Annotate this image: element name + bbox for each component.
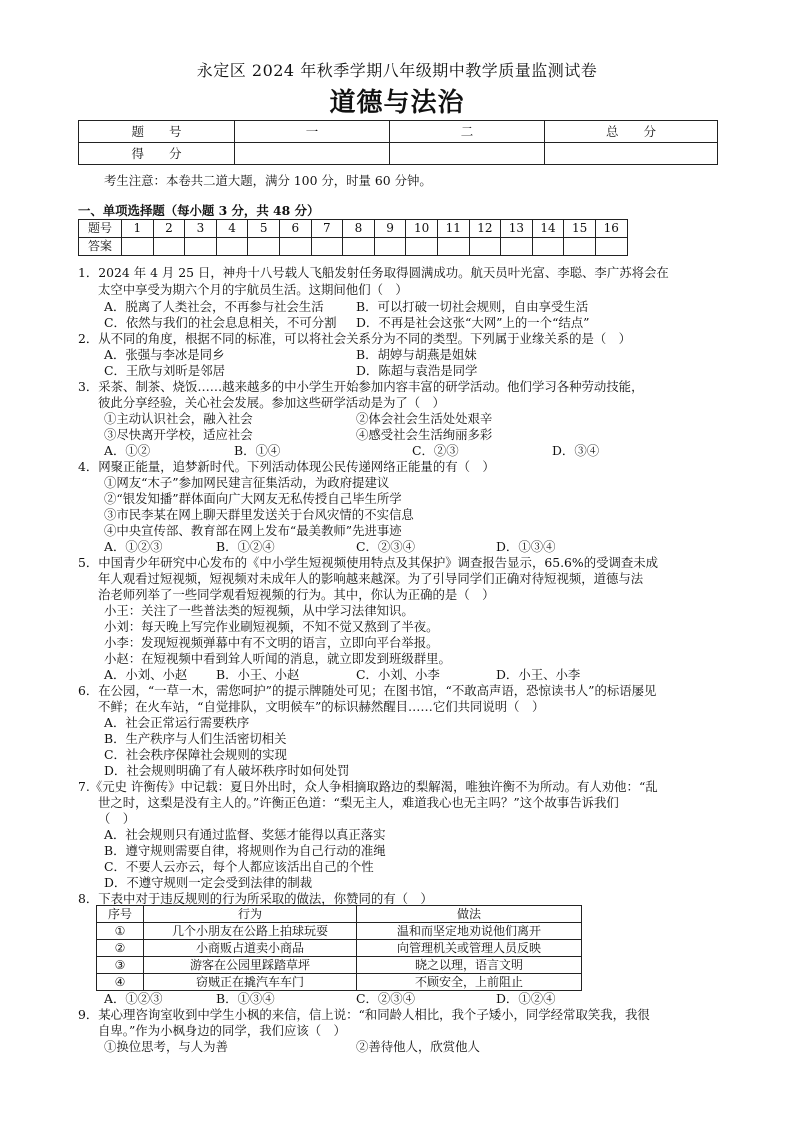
- table-cell: 小商贩占道卖小商品: [144, 940, 357, 957]
- table-cell: ②: [97, 940, 144, 957]
- table-cell: 几个小朋友在公路上拍球玩耍: [144, 923, 357, 940]
- score-table: [78, 120, 718, 165]
- option-c[interactable]: C．小刘、小李: [356, 667, 440, 682]
- answer-cell[interactable]: [437, 238, 469, 256]
- answer-cell[interactable]: [406, 238, 438, 256]
- table-row: [97, 940, 582, 957]
- table-row: [97, 923, 582, 940]
- table-row: [97, 957, 582, 974]
- option-b[interactable]: B．遵守规则需要自律，将规则作为自己行动的准绳: [104, 843, 386, 858]
- table-cell: ③: [97, 957, 144, 974]
- score-input-cell[interactable]: [390, 143, 545, 165]
- scenario-4: 小赵：在短视频中看到耸人听闻的消息，就立即发到班级群里。: [104, 651, 451, 666]
- option-d[interactable]: D．陈超与袁浩是同学: [356, 363, 478, 378]
- answer-number: 14: [532, 220, 564, 238]
- table-cell: 温和而坚定地劝说他们离开: [357, 923, 582, 940]
- answer-number: 4: [216, 220, 248, 238]
- answer-number: 11: [437, 220, 469, 238]
- answer-number: 2: [153, 220, 185, 238]
- question-2-stem: 2．从不同的角度，根据不同的标准，可以将社会关系分为不同的类型。下列属于业缘关系的是（ ）: [78, 331, 632, 346]
- table-cell: 向管理机关或管理人员反映: [357, 940, 582, 957]
- answer-number: 1: [122, 220, 154, 238]
- answer-cell[interactable]: [564, 238, 596, 256]
- answer-number: 16: [595, 220, 627, 238]
- option-b[interactable]: B．生产秩序与人们生活密切相关: [104, 731, 287, 746]
- option-a[interactable]: A．张强与李冰是同乡: [104, 347, 225, 362]
- option-d[interactable]: D．①③④: [496, 539, 556, 554]
- score-cell: 题 号: [79, 121, 235, 143]
- option-b[interactable]: B．胡婷与胡燕是姐妹: [356, 347, 477, 362]
- answer-number: 13: [501, 220, 533, 238]
- option-d[interactable]: D．社会规则明确了有人破坏秩序时如何处罚: [104, 763, 350, 778]
- question-9-stem: 9．某心理咨询室收到中学生小枫的来信，信上说：“和同龄人相比，我个子矮小，同学经常取笑我，我很: [78, 1007, 650, 1022]
- option-d[interactable]: D．小王、小李: [496, 667, 581, 682]
- option-d[interactable]: D．不遵守规则一定会受到法律的制裁: [104, 875, 313, 890]
- option-c[interactable]: C．②③: [412, 443, 459, 458]
- answer-cell[interactable]: [469, 238, 501, 256]
- table-cell: ④: [97, 974, 144, 991]
- answer-number: 12: [469, 220, 501, 238]
- statement-3: ③尽快离开学校，适应社会: [104, 427, 253, 442]
- option-a[interactable]: A．社会规则只有通过监督、奖惩才能得以真正落实: [104, 827, 386, 842]
- answer-blank-row: [79, 238, 628, 256]
- scenario-1: 小王：关注了一些普法类的短视频，从中学习法律知识。: [104, 603, 414, 618]
- question-6-stem-cont: 不鲜；在火车站，“自觉排队，文明候车”的标识赫然醒目……它们共同说明（ ）: [98, 699, 545, 714]
- option-c[interactable]: C．②③④: [356, 539, 416, 554]
- exam-title: 永定区 2024 年秋季学期八年级期中教学质量监测试卷: [196, 61, 598, 80]
- question-5-stem: 5．中国青少年研究中心发布的《中小学生短视频使用特点及其保护》调查报告显示，65.6%的受调查未成: [78, 555, 659, 570]
- question-1-stem-cont: 太空中享受为期六个月的宇航员生活。这期间他们（ ）: [98, 282, 408, 297]
- answer-cell[interactable]: [532, 238, 564, 256]
- option-c[interactable]: C．②③④: [356, 991, 416, 1006]
- scenario-3: 小李：发现短视频弹幕中有不文明的语言，立即向平台举报。: [104, 635, 439, 650]
- statement-1: ①网友“木子”参加网民建言征集活动，为政府提建议: [104, 475, 390, 490]
- statement-4: ④感受社会生活绚丽多彩: [356, 427, 493, 442]
- answer-number-row: [79, 220, 628, 238]
- score-cell: 总 分: [545, 121, 718, 143]
- answer-cell[interactable]: [185, 238, 217, 256]
- answer-cell[interactable]: [595, 238, 627, 256]
- scenario-2: 小刘：每天晚上写完作业刷短视频，不知不觉又熬到了半夜。: [104, 619, 439, 634]
- statement-3: ③市民李某在网上聊天群里发送关于台风灾情的不实信息: [104, 507, 414, 522]
- table-header: 行为: [144, 906, 357, 923]
- answer-cell[interactable]: [248, 238, 280, 256]
- option-c[interactable]: C．不要人云亦云，每个人都应该活出自己的个性: [104, 859, 374, 874]
- table-row: [97, 974, 582, 991]
- statement-4: ④中央宣传部、教育部在网上发布“最美教师”先进事迹: [104, 523, 402, 538]
- score-row-header: [79, 121, 718, 143]
- question-7-stem: 7.《元史 许衡传》中记载：夏日外出时，众人争相摘取路边的梨解渴，唯独许衡不为所动。有人劝他：“乱: [78, 779, 658, 794]
- table-cell: 晓之以理，语言文明: [357, 957, 582, 974]
- option-b[interactable]: B．①③④: [216, 991, 275, 1006]
- section-title: 一、单项选择题（每小题 3 分，共 48 分）: [78, 203, 320, 218]
- score-input-cell[interactable]: [235, 143, 390, 165]
- statement-2: ②体会社会生活处处艰辛: [356, 411, 493, 426]
- option-d[interactable]: D．①②④: [496, 991, 556, 1006]
- answer-cell[interactable]: [279, 238, 311, 256]
- statement-2: ②善待他人，欣赏他人: [356, 1039, 480, 1054]
- question-9-stem-cont: 自卑。”作为小枫身边的同学，我们应该（ ）: [98, 1023, 346, 1038]
- option-a[interactable]: A．小刘、小赵: [104, 667, 188, 682]
- option-b[interactable]: B．①②④: [216, 539, 275, 554]
- option-a[interactable]: A．①②③: [104, 991, 163, 1006]
- answer-cell[interactable]: [343, 238, 375, 256]
- statement-1: ①主动认识社会，融入社会: [104, 411, 253, 426]
- table-header: 序号: [97, 906, 144, 923]
- question-6-stem: 6．在公园，“一草一木，需您呵护”的提示牌随处可见；在图书馆，“不敢高声语，恐惊读书人”的标语屡见: [78, 683, 657, 698]
- question-5-stem-cont: 年人观看过短视频，短视频对未成年人的影响越来越深。为了引导同学们正确对待短视频，道德与法: [98, 571, 644, 586]
- question-3-stem: 3．采茶、制茶、烧饭……越来越多的中小学生开始参加内容丰富的研学活动。他们学习各种劳动技能，: [78, 379, 644, 394]
- option-d[interactable]: D．不再是社会这张“大网”上的一个“结点”: [356, 315, 590, 330]
- answer-table: [78, 219, 628, 256]
- answer-cell[interactable]: [501, 238, 533, 256]
- option-c[interactable]: C．依然与我们的社会息息相关，不可分割: [104, 315, 337, 330]
- option-a[interactable]: A．①②③: [104, 539, 163, 554]
- answer-cell[interactable]: [216, 238, 248, 256]
- answer-label: 题号: [79, 220, 122, 238]
- table-cell: 不顾安全，上前阻止: [357, 974, 582, 991]
- score-cell: 一: [235, 121, 390, 143]
- exam-notice: 考生注意：本卷共二道大题，满分 100 分，时量 60 分钟。: [104, 173, 432, 188]
- table-cell: 窃贼正在撬汽车车门: [144, 974, 357, 991]
- question-8-stem: 8．下表中对于违反规则的行为所采取的做法，你赞同的有（ ）: [78, 891, 433, 906]
- question-7-stem-cont: 世之时，这梨是没有主人的。”许衡正色道：“梨无主人，难道我心也无主吗？”这个故事告诉我们: [98, 795, 619, 810]
- option-b[interactable]: B．可以打破一切社会规则，自由享受生活: [356, 299, 589, 314]
- option-d[interactable]: D．③④: [552, 443, 600, 458]
- answer-label: 答案: [79, 238, 122, 256]
- statement-2: ②“银发知播”群体面向广大网友无私传授自己毕生所学: [104, 491, 402, 506]
- score-row-values: [79, 143, 718, 165]
- score-cell: 二: [390, 121, 545, 143]
- option-a[interactable]: A．脱离了人类社会，不再参与社会生活: [104, 299, 324, 314]
- answer-cell[interactable]: [153, 238, 185, 256]
- question-1-stem: 1．2024 年 4 月 25 日，神舟十八号载人飞船发射任务取得圆满成功。航天员叶光富、李聪、李广苏将会在: [78, 265, 669, 280]
- option-a[interactable]: A．①②: [104, 443, 151, 458]
- table-header: 做法: [357, 906, 582, 923]
- question-7-stem-cont: （ ）: [98, 811, 136, 826]
- score-cell: 得 分: [79, 143, 235, 165]
- score-input-cell[interactable]: [545, 143, 718, 165]
- table-cell: 游客在公园里踩踏草坪: [144, 957, 357, 974]
- answer-number: 6: [279, 220, 311, 238]
- answer-number: 7: [311, 220, 343, 238]
- answer-number: 3: [185, 220, 217, 238]
- question-4-stem: 4．网聚正能量，追梦新时代。下列活动体现公民传递网络正能量的有（ ）: [78, 459, 495, 474]
- subject-title: 道德与法治: [329, 88, 465, 118]
- answer-number: 10: [406, 220, 438, 238]
- option-a[interactable]: A．社会正常运行需要秩序: [104, 715, 250, 730]
- answer-number: 8: [343, 220, 375, 238]
- table-cell: ①: [97, 923, 144, 940]
- answer-number: 5: [248, 220, 280, 238]
- answer-cell[interactable]: [311, 238, 343, 256]
- statement-1: ①换位思考，与人为善: [104, 1039, 228, 1054]
- table-header-row: [97, 906, 582, 923]
- question-3-stem-cont: 彼此分享经验，关心社会发展。参加这些研学活动是为了（ ）: [98, 395, 445, 410]
- option-b[interactable]: B．①④: [234, 443, 281, 458]
- answer-number: 15: [564, 220, 596, 238]
- answer-cell[interactable]: [374, 238, 406, 256]
- question-5-stem-cont: 治老师列举了一些同学观看短视频的行为。其中，你认为正确的是（ ）: [98, 587, 495, 602]
- option-c[interactable]: C．王欣与刘昕是邻居: [104, 363, 225, 378]
- answer-cell[interactable]: [122, 238, 154, 256]
- answer-number: 9: [374, 220, 406, 238]
- option-c[interactable]: C．社会秩序保障社会规则的实现: [104, 747, 287, 762]
- question-8-table: [96, 905, 582, 991]
- option-b[interactable]: B．小王、小赵: [216, 667, 300, 682]
